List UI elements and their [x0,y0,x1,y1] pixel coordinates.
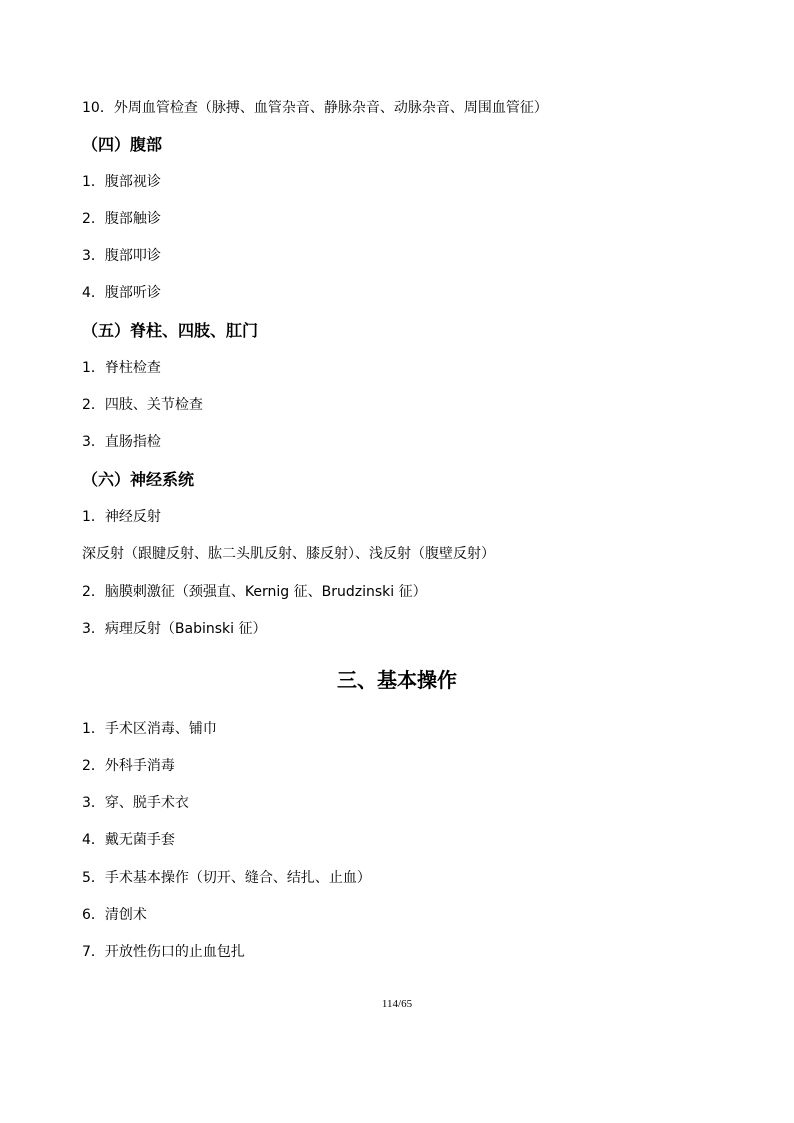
subsection-heading: （六）神经系统 [82,470,195,489]
text-line: 4．腹部听诊 [82,285,161,301]
text-line: 7．开放性伤口的止血包扎 [82,944,245,960]
text-line: 10．外周血管检查（脉搏、血管杂音、静脉杂音、动脉杂音、周围血管征） [82,100,548,116]
text-line: 1．脊柱检查 [82,360,161,376]
text-line: 4．戴无菌手套 [82,832,175,848]
text-line: 3．病理反射（Babinski 征） [82,621,267,637]
text-line: 3．穿、脱手术衣 [82,795,189,811]
subsection-heading: （五）脊柱、四肢、肛门 [82,321,259,340]
text-line: 1．神经反射 [82,509,161,525]
text-line: 6．清创术 [82,907,147,923]
section-title: 三、基本操作 [337,668,457,692]
text-line: 2．腹部触诊 [82,211,161,227]
text-line: 3．直肠指检 [82,434,161,450]
page-number: 114/65 [381,998,413,1010]
subsection-heading: （四）腹部 [82,135,163,154]
text-line: 深反射（跟腱反射、肱二头肌反射、膝反射）、浅反射（腹壁反射） [82,546,495,562]
text-line: 2．四肢、关节检查 [82,397,203,413]
text-line: 5．手术基本操作（切开、缝合、结扎、止血） [82,870,371,886]
text-line: 1．腹部视诊 [82,174,161,190]
text-line: 3．腹部叩诊 [82,248,161,264]
text-line: 2．脑膜刺激征（颈强直、Kernig 征、Brudzinski 征） [82,584,427,600]
text-line: 2．外科手消毒 [82,758,175,774]
text-line: 1．手术区消毒、铺巾 [82,721,217,737]
